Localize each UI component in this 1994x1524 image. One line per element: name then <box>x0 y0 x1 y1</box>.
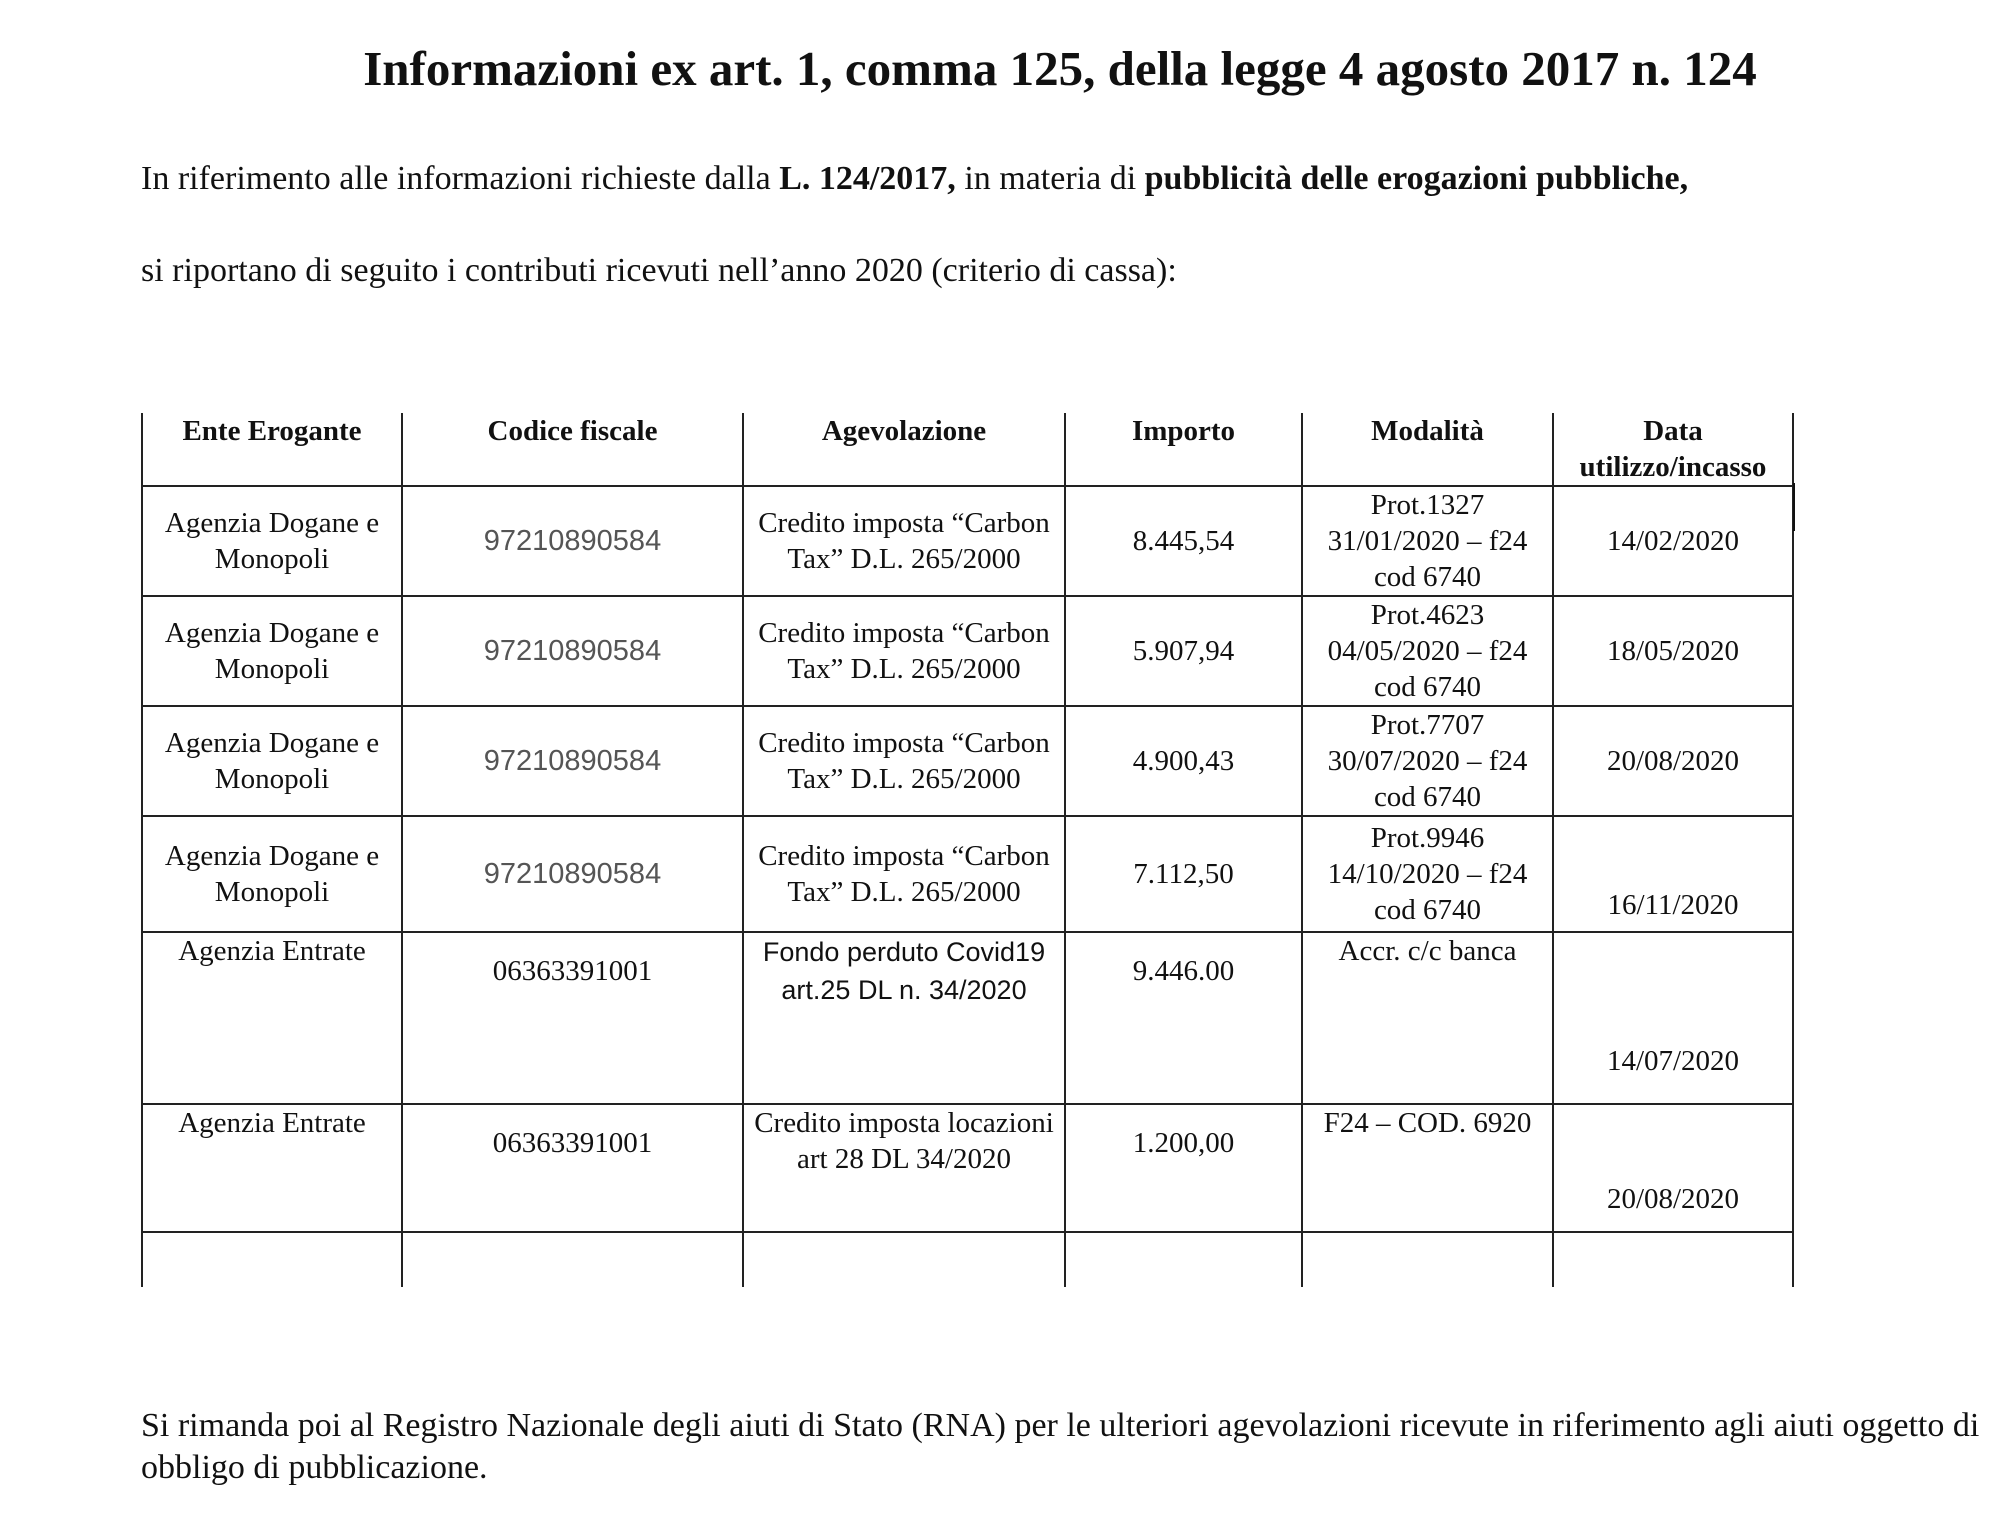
cell-ente: Agenzia Dogane e Monopoli <box>142 486 402 596</box>
table-row <box>142 1104 1793 1232</box>
table-row <box>142 932 1793 1104</box>
cell-data: 20/08/2020 <box>1553 1104 1793 1232</box>
cell-codice-fiscale: 97210890584 <box>402 486 743 596</box>
cell-ente: Agenzia Entrate <box>142 932 402 1104</box>
cell-modalita: Accr. c/c banca <box>1302 932 1553 1104</box>
intro-line-2: si riportano di seguito i contributi ricevuti nell’anno 2020 (criterio di cassa): <box>141 252 1177 289</box>
cell-agevolazione: Credito imposta “Carbon Tax” D.L. 265/2000 <box>743 816 1065 932</box>
header-ente-erogante: Ente Erogante <box>142 413 402 486</box>
cell-importo: 5.907,94 <box>1065 596 1302 706</box>
cell-empty <box>1302 1232 1553 1287</box>
cell-importo: 8.445,54 <box>1065 486 1302 596</box>
header-data-utilizzo: Data utilizzo/incasso <box>1553 413 1793 486</box>
cell-modalita: Prot.1327 31/01/2020 – f24 cod 6740 <box>1302 486 1553 596</box>
cell-importo: 9.446.00 <box>1065 932 1302 1104</box>
cell-ente: Agenzia Dogane e Monopoli <box>142 596 402 706</box>
cell-importo: 1.200,00 <box>1065 1104 1302 1232</box>
cell-importo: 4.900,43 <box>1065 706 1302 816</box>
cell-data: 16/11/2020 <box>1553 816 1793 932</box>
cell-empty <box>743 1232 1065 1287</box>
table-row <box>142 706 1793 816</box>
cell-ente: Agenzia Entrate <box>142 1104 402 1232</box>
header-agevolazione: Agevolazione <box>743 413 1065 486</box>
cell-data: 20/08/2020 <box>1553 706 1793 816</box>
cell-agevolazione: Credito imposta locazioni art 28 DL 34/2020 <box>743 1104 1065 1232</box>
cell-data: 18/05/2020 <box>1553 596 1793 706</box>
cell-modalita: F24 – COD. 6920 <box>1302 1104 1553 1232</box>
grants-table <box>141 413 1794 1287</box>
intro-subject: pubblicità delle erogazioni pubbliche, <box>1144 160 1689 197</box>
cell-agevolazione: Credito imposta “Carbon Tax” D.L. 265/2000 <box>743 706 1065 816</box>
intro-line-1 <box>141 160 1688 198</box>
cell-agevolazione: Credito imposta “Carbon Tax” D.L. 265/2000 <box>743 486 1065 596</box>
cell-modalita: Prot.7707 30/07/2020 – f24 cod 6740 <box>1302 706 1553 816</box>
table-row <box>142 816 1793 932</box>
cell-empty <box>142 1232 402 1287</box>
cell-ente: Agenzia Dogane e Monopoli <box>142 706 402 816</box>
cell-empty <box>1065 1232 1302 1287</box>
cell-modalita: Prot.4623 04/05/2020 – f24 cod 6740 <box>1302 596 1553 706</box>
cell-importo: 7.112,50 <box>1065 816 1302 932</box>
cell-agevolazione: Credito imposta “Carbon Tax” D.L. 265/2000 <box>743 596 1065 706</box>
cell-data: 14/02/2020 <box>1553 486 1793 596</box>
header-importo: Importo <box>1065 413 1302 486</box>
header-codice-fiscale: Codice fiscale <box>402 413 743 486</box>
cell-codice-fiscale: 97210890584 <box>402 596 743 706</box>
intro-law-reference: L. 124/2017, <box>779 160 956 197</box>
cell-ente: Agenzia Dogane e Monopoli <box>142 816 402 932</box>
cell-codice-fiscale: 97210890584 <box>402 706 743 816</box>
cell-data: 14/07/2020 <box>1553 932 1793 1104</box>
cell-codice-fiscale: 06363391001 <box>402 932 743 1104</box>
cell-codice-fiscale: 06363391001 <box>402 1104 743 1232</box>
header-modalita: Modalità <box>1302 413 1553 486</box>
text-cursor <box>1793 483 1795 531</box>
document-title: Informazioni ex art. 1, comma 125, della legge 4 agosto 2017 n. 124 <box>363 41 1757 96</box>
footer-note: Si rimanda poi al Registro Nazionale degli aiuti di Stato (RNA) per le ulteriori agevolazioni ricevute in riferimento agli aiuti oggetto di obbligo di pubblicazione. <box>141 1407 1980 1486</box>
intro-text-1: In riferimento alle informazioni richieste dalla <box>141 160 780 197</box>
table-row-empty <box>142 1232 1793 1287</box>
cell-agevolazione: Fondo perduto Covid19 art.25 DL n. 34/2020 <box>743 932 1065 1104</box>
table-row <box>142 486 1793 596</box>
table-row <box>142 596 1793 706</box>
table-header-row <box>142 413 1793 486</box>
intro-text-2: in materia di <box>955 160 1145 197</box>
cell-empty <box>1553 1232 1793 1287</box>
cell-codice-fiscale: 97210890584 <box>402 816 743 932</box>
cell-empty <box>402 1232 743 1287</box>
cell-modalita: Prot.9946 14/10/2020 – f24 cod 6740 <box>1302 816 1553 932</box>
